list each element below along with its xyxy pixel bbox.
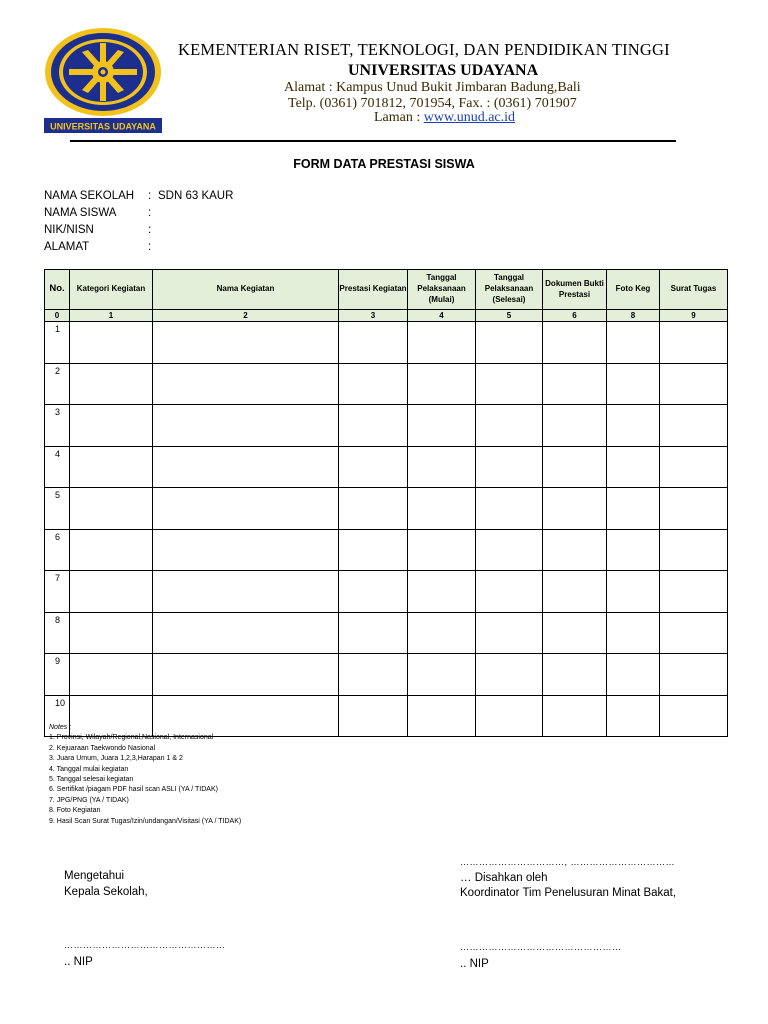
table-cell[interactable]: [660, 654, 728, 696]
table-cell[interactable]: [660, 405, 728, 447]
signature-left-role: Kepala Sekolah,: [64, 886, 148, 898]
table-cell[interactable]: [660, 322, 728, 364]
note-item: 9. Hasil Scan Surat Tugas/Izin/undangan/Visitasi (YA / TIDAK): [49, 817, 242, 825]
notes-section: [49, 723, 241, 827]
website-link[interactable]: www.unud.ac.id: [423, 110, 516, 125]
table-cell[interactable]: [660, 529, 728, 571]
table-cell[interactable]: [543, 612, 607, 654]
table-row: [45, 322, 728, 364]
table-cell[interactable]: [153, 529, 339, 571]
table-cell[interactable]: [339, 612, 408, 654]
table-cell[interactable]: [543, 695, 607, 737]
note-item: 8. Foto Kegiatan: [49, 807, 101, 815]
column-header-photo: Foto Keg: [607, 270, 660, 310]
column-header-no: No.: [45, 270, 70, 310]
table-cell[interactable]: [660, 571, 728, 613]
table-cell[interactable]: [660, 363, 728, 405]
table-cell[interactable]: [408, 488, 476, 530]
table-cell[interactable]: [543, 529, 607, 571]
table-cell[interactable]: [476, 571, 543, 613]
field-label: NAMA SEKOLAH: [44, 190, 135, 202]
index-cell: 1: [70, 310, 153, 322]
index-cell: 2: [153, 310, 339, 322]
table-cell[interactable]: [660, 612, 728, 654]
field-colon: :: [148, 207, 152, 219]
table-cell[interactable]: [660, 446, 728, 488]
table-row: [45, 363, 728, 405]
table-cell[interactable]: [70, 571, 153, 613]
table-cell[interactable]: [339, 571, 408, 613]
table-cell[interactable]: [476, 488, 543, 530]
svg-text:UNIVERSITAS UDAYANA: UNIVERSITAS UDAYANA: [50, 121, 156, 132]
table-row: [45, 446, 728, 488]
table-row: [45, 488, 728, 530]
signature-left-heading: Mengetahui: [64, 870, 125, 882]
table-row: [45, 405, 728, 447]
table-cell[interactable]: [607, 695, 660, 737]
table-cell[interactable]: [543, 322, 607, 364]
row-number-cell: 5: [45, 488, 70, 530]
table-cell[interactable]: [543, 654, 607, 696]
table-cell[interactable]: [476, 405, 543, 447]
university-phone: Telp. (0361) 701812, 701954, Fax. : (0361) 701907: [288, 96, 577, 111]
table-cell[interactable]: [408, 695, 476, 737]
signature-left-nip: .. NIP: [64, 956, 93, 968]
table-cell[interactable]: [543, 488, 607, 530]
table-cell[interactable]: [408, 654, 476, 696]
table-cell[interactable]: [476, 695, 543, 737]
field-colon: :: [148, 241, 152, 253]
column-header-end-date: Tanggal Pelaksanaan (Selesai): [476, 270, 543, 310]
table-cell[interactable]: [607, 446, 660, 488]
table-cell[interactable]: [408, 363, 476, 405]
field-label: ALAMAT: [44, 241, 90, 253]
table-cell[interactable]: [476, 322, 543, 364]
column-header-activity-name: Nama Kegiatan: [153, 270, 339, 310]
field-colon: :: [148, 224, 152, 236]
index-cell: 0: [45, 310, 70, 322]
table-cell[interactable]: [70, 363, 153, 405]
row-number-cell: 10: [45, 695, 70, 737]
row-number-cell: 9: [45, 654, 70, 696]
index-cell: 4: [408, 310, 476, 322]
table-cell[interactable]: [70, 405, 153, 447]
table-cell[interactable]: [339, 488, 408, 530]
table-cell[interactable]: [408, 322, 476, 364]
table-cell[interactable]: [476, 612, 543, 654]
university-logo: [42, 26, 164, 136]
website-label: Laman :: [374, 110, 424, 125]
table-cell[interactable]: [408, 571, 476, 613]
table-cell[interactable]: [70, 488, 153, 530]
column-header-category: Kategori Kegiatan: [70, 270, 153, 310]
note-item: 6. Sertifikat /piagam PDF hasil scan ASLI (YA / TIDAK): [49, 786, 218, 794]
note-item: 4. Tanggal mulai kegiatan: [49, 765, 129, 773]
table-cell[interactable]: [339, 529, 408, 571]
table-cell[interactable]: [339, 695, 408, 737]
signature-left-name-line: ……………………………………………: [64, 940, 226, 950]
field-label: NAMA SISWA: [44, 207, 117, 219]
signature-right-nip: .. NIP: [460, 958, 489, 970]
ministry-name: KEMENTERIAN RISET, TEKNOLOGI, DAN PENDIDIKAN TINGGI: [178, 40, 670, 59]
table-cell[interactable]: [476, 363, 543, 405]
university-website: [374, 110, 515, 126]
signature-right-heading: … Disahkan oleh: [460, 872, 548, 884]
table-cell[interactable]: [607, 612, 660, 654]
table-cell[interactable]: [607, 405, 660, 447]
table-cell[interactable]: [70, 612, 153, 654]
note-item: 3. Juara Umum, Juara 1,2,3,Harapan 1 & 2: [49, 755, 183, 763]
table-cell[interactable]: [543, 446, 607, 488]
table-cell[interactable]: [543, 363, 607, 405]
column-header-achievement: Prestasi Kegiatan: [339, 270, 408, 310]
table-cell[interactable]: [607, 529, 660, 571]
table-cell[interactable]: [408, 446, 476, 488]
table-cell[interactable]: [543, 571, 607, 613]
table-row: [45, 571, 728, 613]
form-title: FORM DATA PRESTASI SISWA: [293, 157, 475, 171]
field-value[interactable]: SDN 63 KAUR: [158, 190, 234, 202]
index-cell: 9: [660, 310, 728, 322]
table-row: [45, 612, 728, 654]
table-cell[interactable]: [660, 695, 728, 737]
table-cell[interactable]: [153, 446, 339, 488]
note-item: 1. Provinsi, Wilayah/Regional,Nasional, Internasional: [49, 734, 214, 742]
table-cell[interactable]: [153, 363, 339, 405]
table-row: [45, 654, 728, 696]
row-number-cell: 4: [45, 446, 70, 488]
table-cell[interactable]: [153, 488, 339, 530]
table-cell[interactable]: [607, 322, 660, 364]
achievement-table: [44, 269, 728, 737]
letterhead-divider: [70, 140, 676, 142]
table-cell[interactable]: [70, 446, 153, 488]
table-cell[interactable]: [607, 571, 660, 613]
table-cell[interactable]: [339, 654, 408, 696]
row-number-cell: 2: [45, 363, 70, 405]
table-cell[interactable]: [153, 571, 339, 613]
table-cell[interactable]: [408, 612, 476, 654]
index-cell: 8: [607, 310, 660, 322]
field-colon: :: [148, 190, 152, 202]
table-cell[interactable]: [153, 612, 339, 654]
signature-right-name-line: ……………………………………………: [460, 942, 622, 952]
column-header-start-date: Tanggal Pelaksanaan (Mulai): [408, 270, 476, 310]
column-header-evidence: Dokumen Bukti Prestasi: [543, 270, 607, 310]
university-address: Alamat : Kampus Unud Bukit Jimbaran Badung,Bali: [284, 80, 581, 95]
table-cell[interactable]: [476, 446, 543, 488]
table-header-row: [45, 270, 728, 310]
row-number-cell: 6: [45, 529, 70, 571]
table-cell[interactable]: [660, 488, 728, 530]
note-item: 2. Kejuaraan Taekwondo Nasional: [49, 744, 156, 752]
table-cell[interactable]: [153, 322, 339, 364]
table-cell[interactable]: [70, 322, 153, 364]
row-number-cell: 1: [45, 322, 70, 364]
table-index-row: [45, 310, 728, 322]
index-cell: 3: [339, 310, 408, 322]
table-cell[interactable]: [339, 322, 408, 364]
table-cell[interactable]: [70, 654, 153, 696]
table-cell[interactable]: [153, 405, 339, 447]
table-cell[interactable]: [607, 488, 660, 530]
table-cell[interactable]: [339, 363, 408, 405]
column-header-assignment-letter: Surat Tugas: [660, 270, 728, 310]
table-cell[interactable]: [476, 654, 543, 696]
index-cell: 5: [476, 310, 543, 322]
notes-title: Notes :: [49, 724, 72, 731]
table-cell[interactable]: [339, 446, 408, 488]
table-cell[interactable]: [408, 529, 476, 571]
row-number-cell: 3: [45, 405, 70, 447]
table-cell[interactable]: [607, 654, 660, 696]
row-number-cell: 8: [45, 612, 70, 654]
signature-right-place-date: ……………………………, ……………………………: [460, 857, 676, 867]
note-item: 5. Tanggal selesai kegiatan: [49, 776, 134, 784]
table-cell[interactable]: [339, 405, 408, 447]
signature-right-role: Koordinator Tim Penelusuran Minat Bakat,: [460, 887, 677, 899]
table-cell[interactable]: [153, 654, 339, 696]
table-cell[interactable]: [70, 529, 153, 571]
note-item: 7. JPG/PNG (YA / TIDAK): [49, 796, 129, 804]
table-cell[interactable]: [408, 405, 476, 447]
table-cell[interactable]: [607, 363, 660, 405]
table-cell[interactable]: [543, 405, 607, 447]
table-cell[interactable]: [476, 529, 543, 571]
university-name: UNIVERSITAS UDAYANA: [348, 62, 539, 79]
table-row: [45, 529, 728, 571]
row-number-cell: 7: [45, 571, 70, 613]
index-cell: 6: [543, 310, 607, 322]
field-label: NIK/NISN: [44, 224, 94, 236]
